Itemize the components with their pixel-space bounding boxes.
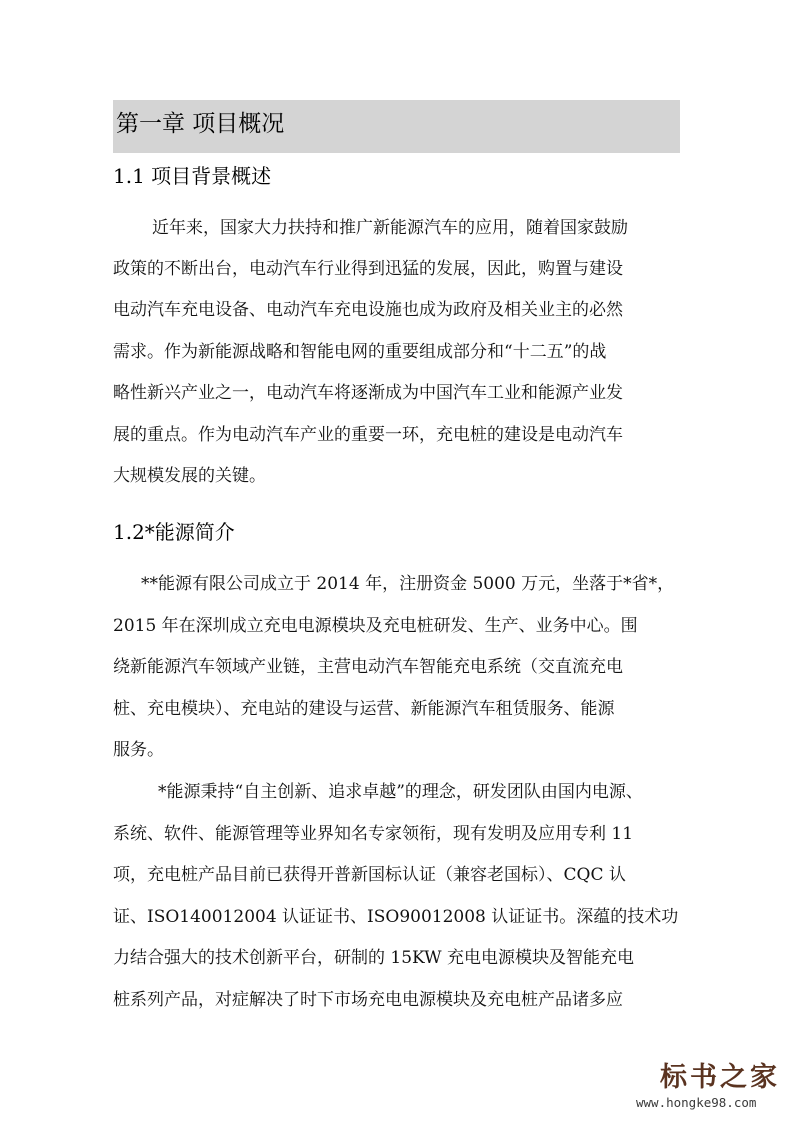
paragraph-line: 绕新能源汽车领域产业链，主营电动汽车智能充电系统（交直流充电 (113, 657, 623, 677)
paragraph-line: 系统、软件、能源管理等业界知名专家领衔，现有发明及应用专利 11 (113, 824, 634, 844)
watermark-title: 标书之家 (660, 1062, 780, 1093)
paragraph-line: **能源有限公司成立于 2014 年，注册资金 5000 万元，坐落于*省*， (141, 574, 675, 594)
paragraph-line: 服务。 (113, 740, 164, 760)
paragraph-line: 需求。作为新能源战略和智能电网的重要组成部分和“十二五”的战 (113, 342, 607, 362)
paragraph-line: 项，充电桩产品目前已获得开普新国标认证（兼容老国标）、CQC 认 (113, 865, 626, 885)
watermark-url: www.hongke98.com (636, 1095, 757, 1110)
paragraph-line: 近年来，国家大力扶持和推广新能源汽车的应用，随着国家鼓励 (152, 218, 628, 238)
paragraph-line: 大规模发展的关键。 (113, 466, 266, 486)
paragraph-line: 展的重点。作为电动汽车产业的重要一环，充电桩的建设是电动汽车 (113, 425, 623, 445)
paragraph-line: 桩系列产品，对症解决了时下市场充电电源模块及充电桩产品诸多应 (113, 990, 623, 1010)
paragraph-line: 政策的不断出台，电动汽车行业得到迅猛的发展，因此，购置与建设 (113, 259, 623, 279)
section-title-project-background: 1.1 项目背景概述 (113, 164, 272, 188)
paragraph-line: 证、ISO140012004 认证证书、ISO90012008 认证证书。深蕴的技术功 (113, 907, 679, 927)
paragraph-line: 略性新兴产业之一，电动汽车将逐渐成为中国汽车工业和能源产业发 (113, 383, 623, 403)
watermark-logo (636, 1055, 786, 1115)
paragraph-line: *能源秉持“自主创新、追求卓越”的理念，研发团队由国内电源、 (158, 782, 643, 802)
paragraph-line: 2015 年在深圳成立充电电源模块及充电桩研发、生产、业务中心。围 (113, 616, 638, 636)
paragraph-line: 电动汽车充电设备、电动汽车充电设施也成为政府及相关业主的必然 (113, 300, 623, 320)
paragraph-line: 桩、充电模块）、充电站的建设与运营、新能源汽车租赁服务、能源 (113, 699, 615, 719)
chapter-title: 第一章 项目概况 (116, 111, 285, 137)
section-title-energy-intro: 1.2*能源简介 (113, 520, 235, 544)
paragraph-line: 力结合强大的技术创新平台，研制的 15KW 充电电源模块及智能充电 (113, 948, 635, 968)
